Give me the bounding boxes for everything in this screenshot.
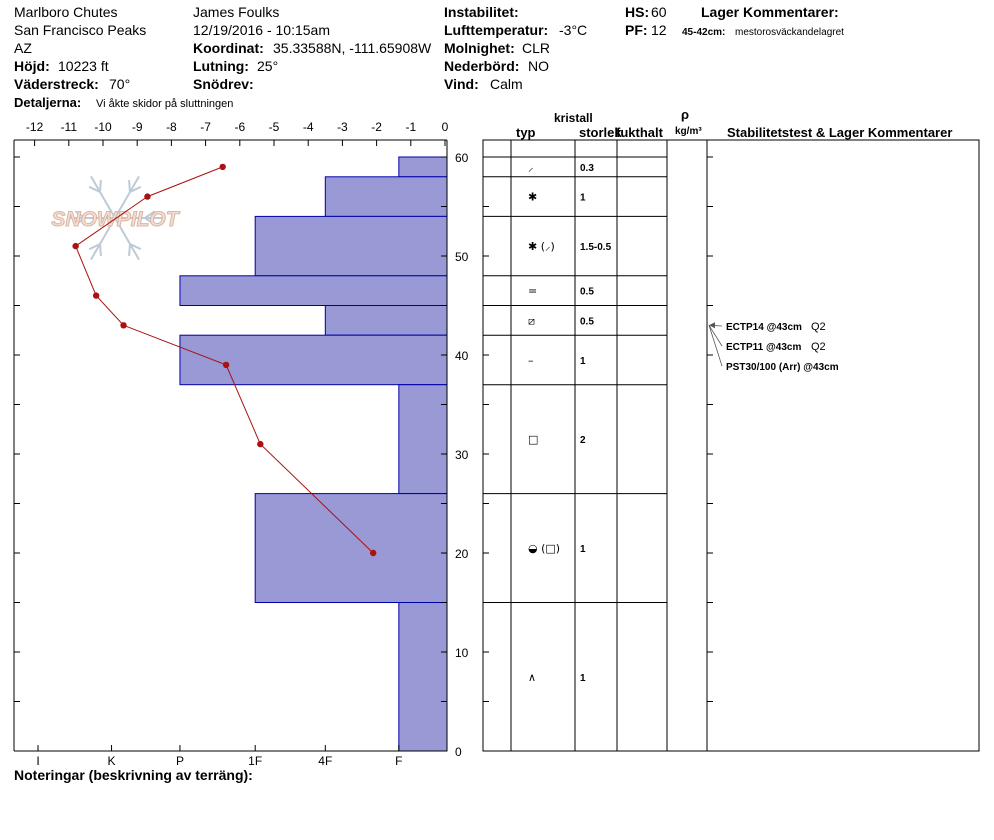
grain-size-value: 0.3 (580, 162, 594, 174)
stability-test-quality: Q2 (811, 321, 826, 333)
temperature-point (370, 550, 376, 556)
temperature-point (72, 243, 78, 249)
instability-label: Instabilitet: (444, 4, 519, 20)
pf-label: PF: (625, 22, 648, 38)
hardness-bar (399, 385, 447, 494)
air-temp-label: Lufttemperatur: (444, 22, 549, 38)
temp-tick-label: -3 (337, 120, 348, 134)
temperature-point (93, 292, 99, 298)
grain-size-value: 1 (580, 544, 586, 556)
temp-tick-label: -6 (234, 120, 246, 134)
layer-table-frame (483, 140, 979, 751)
coordinates-value: 35.33588N, -111.65908W (273, 40, 432, 56)
slope-label: Lutning: (193, 58, 249, 74)
grain-type-symbol: □ (528, 433, 539, 447)
coordinates-label: Koordinat: (193, 40, 264, 56)
hardness-tick-label: 4F (318, 754, 333, 768)
grain-size-value: 1.5-0.5 (580, 242, 612, 254)
temp-tick-label: -9 (131, 120, 143, 134)
hardness-tick-label: F (395, 754, 403, 768)
aspect-label: Väderstreck: (14, 76, 99, 92)
notes-label: Noteringar (beskrivning av terräng): (14, 767, 253, 783)
hardness-bar (399, 157, 447, 177)
grain-type-symbol: ⸝ (528, 160, 534, 174)
temp-tick-label: -12 (25, 120, 44, 134)
grain-type-symbol: ◒ (□) (528, 542, 561, 556)
crystal-header: kristall (554, 111, 593, 125)
grain-type-symbol: ∧ (528, 670, 537, 684)
grain-type-symbol: ✱ (⸝) (528, 240, 555, 254)
hardness-bar (325, 306, 447, 336)
sky-label: Molnighet: (444, 40, 515, 56)
tests-header: Stabilitetstest & Lager Kommentarer (727, 125, 953, 140)
stability-test-pointer (709, 325, 722, 346)
stability-test-result: PST30/100 (Arr) @43cm (726, 362, 839, 373)
pf-value: 12 (651, 22, 667, 38)
height-tick-label: 10 (455, 646, 469, 660)
details-label: Detaljerna: (14, 95, 82, 110)
hardness-bar (180, 335, 447, 385)
grain-size-value: 0.5 (580, 286, 594, 298)
grain-size-value: 1 (580, 672, 586, 684)
snowflake-branch (129, 180, 130, 192)
temp-tick-label: -7 (200, 120, 211, 134)
range-name: San Francisco Peaks (14, 22, 147, 38)
height-tick-label: 20 (455, 547, 469, 561)
hardness-bar (399, 603, 447, 752)
temp-tick-label: -10 (94, 120, 112, 134)
stability-test-result: ECTP14 @43cm (726, 322, 802, 333)
aspect-value: 70° (109, 76, 131, 92)
hardness-tick-label: K (107, 754, 116, 768)
height-tick-label: 0 (455, 745, 462, 759)
grain-type-symbol: ⧄ (528, 314, 535, 328)
precip-value: NO (528, 58, 549, 74)
snowflake-branch (100, 244, 101, 256)
temperature-point (144, 193, 150, 199)
state-name: AZ (14, 40, 32, 56)
air-temp-value: -3°C (559, 22, 588, 38)
grain-size-value: 1 (580, 355, 586, 367)
snowflake-branch (100, 180, 101, 192)
details-value: Vi åkte skidor på sluttningen (96, 98, 234, 110)
temperature-point (223, 362, 229, 368)
temperature-point (257, 441, 263, 447)
layer-comments-label: Lager Kommentarer: (701, 4, 839, 20)
type-header: typ (516, 125, 536, 140)
grain-type-symbol: = (528, 284, 538, 298)
slope-value: 25° (257, 58, 279, 74)
precip-label: Nederbörd: (444, 58, 520, 74)
drift-label: Snödrev: (193, 76, 254, 92)
hardness-tick-label: 1F (248, 754, 263, 768)
height-tick-label: 40 (455, 349, 469, 363)
temp-tick-label: 0 (441, 120, 449, 134)
layer-comment-text: mestorosväckandelagret (735, 27, 844, 38)
temperature-point (220, 164, 226, 170)
hs-value: 60 (651, 4, 667, 20)
temp-tick-label: -2 (371, 120, 382, 134)
temp-tick-label: -8 (166, 120, 177, 134)
elevation-label: Höjd: (14, 58, 50, 74)
density-header: kg/m³ (675, 126, 702, 137)
size-header: storlek (579, 125, 622, 140)
hardness-tick-label: P (175, 754, 184, 768)
temp-tick-label: -1 (405, 120, 417, 134)
grain-size-value: 0.5 (580, 316, 594, 328)
grain-size-value: 1 (580, 192, 586, 204)
grain-size-value: 2 (580, 435, 586, 447)
grain-type-symbol: – (528, 353, 534, 367)
layer-comment-depth: 45-42cm: (682, 27, 726, 38)
hardness-tick-label: I (36, 754, 40, 768)
hardness-bar (325, 177, 447, 217)
observation-datetime: 12/19/2016 - 10:15am (193, 22, 330, 38)
elevation-value: 10223 ft (58, 58, 109, 74)
temperature-point (120, 322, 126, 328)
rho-header: ρ (681, 107, 690, 122)
wind-label: Vind: (444, 76, 479, 92)
stability-test-pointer (709, 325, 722, 366)
hs-label: HS: (625, 4, 650, 20)
temp-tick-label: -5 (268, 120, 280, 134)
height-tick-label: 50 (455, 250, 469, 264)
location-name: Marlboro Chutes (14, 4, 118, 20)
snowflake-branch (129, 244, 130, 256)
sky-value: CLR (522, 40, 551, 56)
temp-tick-label: -11 (60, 120, 78, 134)
temp-tick-label: -4 (302, 120, 314, 134)
observer-name: James Foulks (193, 4, 280, 20)
snowpilot-logo-text: SNOWPILOT (51, 208, 179, 231)
height-tick-label: 30 (455, 448, 469, 462)
wind-value: Calm (490, 76, 523, 92)
grain-type-symbol: ✱ (528, 190, 538, 204)
hardness-bar (255, 216, 447, 275)
hardness-bar (180, 276, 447, 306)
height-tick-label: 60 (455, 151, 469, 165)
moisture-header: fukthalt (616, 125, 663, 140)
hardness-bar (255, 494, 447, 603)
stability-test-result: ECTP11 @43cm (726, 342, 802, 353)
stability-test-quality: Q2 (811, 341, 826, 353)
